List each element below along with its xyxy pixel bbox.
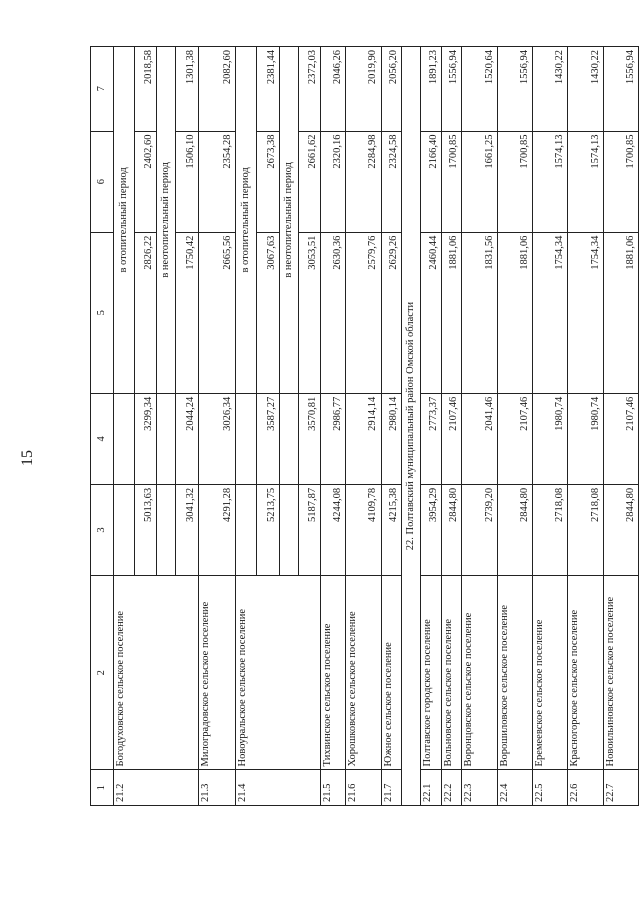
header-col-3: 3 [91, 484, 114, 575]
value-cell: 2630,36 [321, 232, 346, 393]
period-label: в неотопительный период [157, 47, 176, 394]
section-row [402, 47, 421, 806]
settlement-name: Тихвинское сельское поселение [321, 575, 346, 769]
value-cell: 2372,03 [298, 47, 321, 132]
value-cell: 1754,34 [568, 232, 603, 393]
row-number: 22.3 [462, 770, 497, 806]
value-cell: 1700,85 [497, 131, 532, 232]
value-cell: 3026,34 [198, 393, 235, 484]
row-number: 21.3 [198, 770, 235, 806]
value-cell: 4291,28 [198, 484, 235, 575]
value-cell: 2107,46 [441, 393, 462, 484]
row-number: 22.1 [420, 770, 441, 806]
value-cell: 2718,08 [533, 484, 568, 575]
value-cell: 5013,63 [134, 484, 157, 575]
value-cell: 2914,14 [346, 393, 381, 484]
value-cell: 2056,20 [381, 47, 402, 132]
value-cell: 3570,81 [298, 393, 321, 484]
value-cell: 1301,38 [176, 47, 199, 132]
value-cell: 2041,46 [462, 393, 497, 484]
table-row [381, 47, 402, 806]
value-cell: 5213,75 [257, 484, 280, 575]
value-cell: 2986,77 [321, 393, 346, 484]
value-cell: 1556,94 [497, 47, 532, 132]
value-cell: 1506,10 [176, 131, 199, 232]
settlement-name: Вольновское сельское поселение [441, 575, 462, 769]
value-cell: 3299,34 [134, 393, 157, 484]
row-number: 21.7 [381, 770, 402, 806]
row-number: 21.5 [321, 770, 346, 806]
value-cell: 1430,22 [568, 47, 603, 132]
value-cell: 2402,60 [134, 131, 157, 232]
table-row [603, 47, 638, 806]
value-cell: 2284,98 [346, 131, 381, 232]
value-cell: 2826,22 [134, 232, 157, 393]
header-row [91, 47, 114, 806]
value-cell: 2044,24 [176, 393, 199, 484]
header-col-7: 7 [91, 47, 114, 132]
header-col-4: 4 [91, 393, 114, 484]
value-cell: 2665,56 [198, 232, 235, 393]
header-col-1: 1 [91, 770, 114, 806]
value-cell: 2107,46 [497, 393, 532, 484]
value-cell: 2629,26 [381, 232, 402, 393]
value-cell: 1520,64 [462, 47, 497, 132]
value-cell: 2320,16 [321, 131, 346, 232]
table-row [441, 47, 462, 806]
value-cell: 2082,60 [198, 47, 235, 132]
table-row [346, 47, 381, 806]
value-cell: 1881,06 [497, 232, 532, 393]
section-title: 22. Полтавский муниципальный район Омской области [402, 47, 421, 806]
settlement-name: Воронцовское сельское поселение [462, 575, 497, 769]
value-cell: 1556,94 [441, 47, 462, 132]
value-cell: 2354,28 [198, 131, 235, 232]
value-cell: 3587,27 [257, 393, 280, 484]
value-cell: 1750,42 [176, 232, 199, 393]
row-number: 22.2 [441, 770, 462, 806]
settlement-name: Новоильиновское сельское поселение [603, 575, 638, 769]
row-number: 21.4 [236, 770, 321, 806]
value-cell: 1556,94 [603, 47, 638, 132]
value-cell: 4215,38 [381, 484, 402, 575]
value-cell: 1881,06 [603, 232, 638, 393]
header-col-2: 2 [91, 575, 114, 769]
table-row [113, 47, 134, 806]
value-cell: 2844,80 [603, 484, 638, 575]
table-row [568, 47, 603, 806]
table-row [420, 47, 441, 806]
value-cell: 1881,06 [441, 232, 462, 393]
value-cell: 2381,44 [257, 47, 280, 132]
value-cell: 2460,44 [420, 232, 441, 393]
settlement-name: Ворошиловское сельское поселение [497, 575, 532, 769]
settlement-name: Южное сельское поселение [381, 575, 402, 769]
row-number: 22.6 [568, 770, 603, 806]
value-cell: 1574,13 [533, 131, 568, 232]
settlement-name: Хорошковское сельское поселение [346, 575, 381, 769]
rotated-table-area [90, 46, 639, 806]
row-number: 22.5 [533, 770, 568, 806]
settlement-name: Богодуховское сельское поселение [113, 575, 198, 769]
value-cell: 1980,74 [533, 393, 568, 484]
value-cell: 2019,90 [346, 47, 381, 132]
row-number: 21.2 [113, 770, 198, 806]
value-cell: 1661,25 [462, 131, 497, 232]
value-cell: 5187,87 [298, 484, 321, 575]
value-cell: 2844,80 [441, 484, 462, 575]
value-cell: 2980,14 [381, 393, 402, 484]
row-number: 22.7 [603, 770, 638, 806]
row-number: 22.4 [497, 770, 532, 806]
value-cell: 3067,63 [257, 232, 280, 393]
value-cell: 3954,29 [420, 484, 441, 575]
value-cell: 1831,56 [462, 232, 497, 393]
settlement-name: Полтавское городское поселение [420, 575, 441, 769]
value-cell: 1980,74 [568, 393, 603, 484]
settlement-name: Красногорское сельское поселение [568, 575, 603, 769]
value-cell: 4109,78 [346, 484, 381, 575]
settlement-name: Еремеевское сельское поселение [533, 575, 568, 769]
value-cell: 3041,32 [176, 484, 199, 575]
value-cell: 2324,58 [381, 131, 402, 232]
value-cell: 2773,37 [420, 393, 441, 484]
period-label: в отопительный период [236, 47, 257, 394]
settlement-name: Новоуральское сельское поселение [236, 575, 321, 769]
value-cell: 1891,23 [420, 47, 441, 132]
value-cell: 2018,58 [134, 47, 157, 132]
value-cell: 1700,85 [441, 131, 462, 232]
page-number: 15 [19, 450, 36, 466]
period-label: в неотопительный период [279, 47, 298, 394]
table-row [462, 47, 497, 806]
header-col-5: 5 [91, 232, 114, 393]
value-cell: 2844,80 [497, 484, 532, 575]
value-cell: 2579,76 [346, 232, 381, 393]
table-row [533, 47, 568, 806]
row-number: 21.6 [346, 770, 381, 806]
value-cell: 2166,40 [420, 131, 441, 232]
table-row [321, 47, 346, 806]
value-cell: 1754,34 [533, 232, 568, 393]
value-cell: 1700,85 [603, 131, 638, 232]
value-cell: 2046,26 [321, 47, 346, 132]
value-cell: 2107,46 [603, 393, 638, 484]
table-row [198, 47, 235, 806]
value-cell: 1430,22 [533, 47, 568, 132]
value-cell: 2661,62 [298, 131, 321, 232]
settlement-name: Милоградовское сельское поселение [198, 575, 235, 769]
value-cell: 1574,13 [568, 131, 603, 232]
header-col-6: 6 [91, 131, 114, 232]
period-label: в отопительный период [113, 47, 134, 394]
table-row [236, 47, 257, 806]
tariff-table [90, 46, 639, 806]
value-cell: 2673,38 [257, 131, 280, 232]
value-cell: 4244,08 [321, 484, 346, 575]
value-cell: 2718,08 [568, 484, 603, 575]
value-cell: 3053,51 [298, 232, 321, 393]
table-row [497, 47, 532, 806]
value-cell: 2739,20 [462, 484, 497, 575]
